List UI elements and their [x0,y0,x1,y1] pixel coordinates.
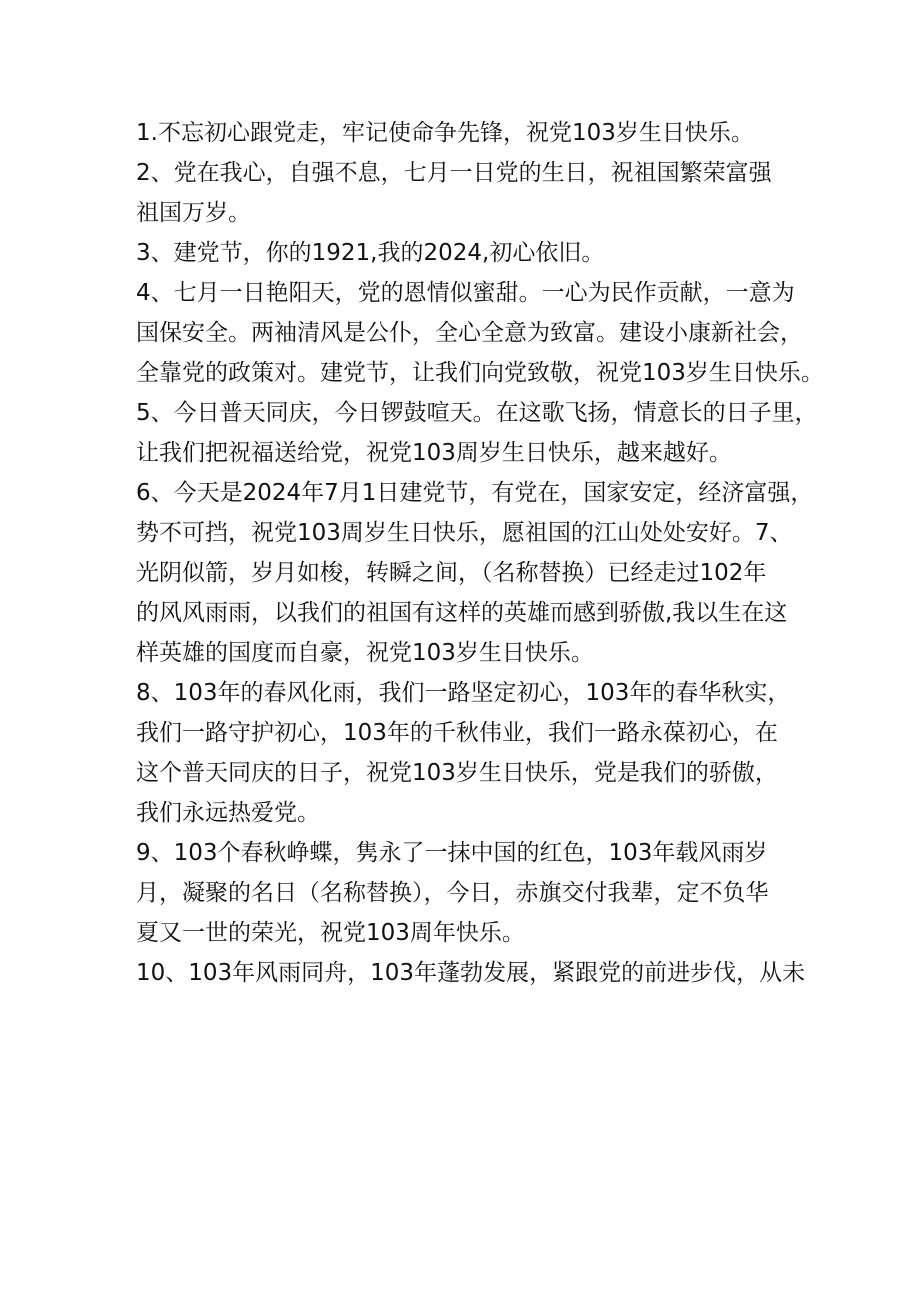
text-line: 10、103年风雨同舟，103年蓬勃发展，紧跟党的前进步伐，从未 [136,960,806,986]
text-line: 6、今天是2024年7月1日建党节，有党在，国家安定，经济富强， [136,480,814,506]
text-line: 2、党在我心，自强不息，七月一日党的生日，祝祖国繁荣富强 [136,160,772,186]
text-line: 3、建党节，你的1921,我的2024,初心依旧。 [136,240,605,266]
text-line: 样英雄的国度而自豪，祝党103岁生日快乐。 [136,640,594,666]
text-line: 夏又一世的荣光，祝党103周年快乐。 [136,920,525,946]
text-line: 这个普天同庆的日子，祝党103岁生日快乐，党是我们的骄傲， [136,760,778,786]
text-line: 4、七月一日艳阳天，党的恩情似蜜甜。一心为民作贡献，一意为 [136,280,795,306]
text-line: 全靠党的政策对。建党节，让我们向党致敬，祝党103岁生日快乐。 [136,360,824,386]
text-line: 让我们把祝福送给党，祝党103周岁生日快乐，越来越好。 [136,440,732,466]
text-line: 的风风雨雨，以我们的祖国有这样的英雄而感到骄傲,我以生在这 [136,600,788,626]
text-line: 势不可挡，祝党103周岁生日快乐，愿祖国的江山处处安好。7、 [136,520,793,546]
text-line: 我们永远热爱党。 [136,800,320,826]
text-line: 月，凝聚的名日（名称替换），今日，赤旗交付我辈，定不负华 [136,880,769,906]
document-body [136,113,824,993]
text-line: 国保安全。两袖清风是公仆，全心全意为致富。建设小康新社会， [136,320,803,346]
text-line: 祖国万岁。 [136,200,251,226]
text-line: 8、103年的春风化雨，我们一路坚定初心，103年的春华秋实， [136,680,791,706]
text-line: 5、今日普天同庆，今日锣鼓喧天。在这歌飞扬，情意长的日子里， [136,400,818,426]
text-line: 9、103个春秋峥蝶，隽永了一抹中国的红色，103年载风雨岁 [136,840,768,866]
text-line: 光阴似箭，岁月如梭，转瞬之间，（名称替换）已经走过102年 [136,560,767,586]
text-line: 1.不忘初心跟党走，牢记使命争先锋，祝党103岁生日快乐。 [136,120,754,146]
text-line: 我们一路守护初心，103年的千秋伟业，我们一路永葆初心，在 [136,720,778,746]
